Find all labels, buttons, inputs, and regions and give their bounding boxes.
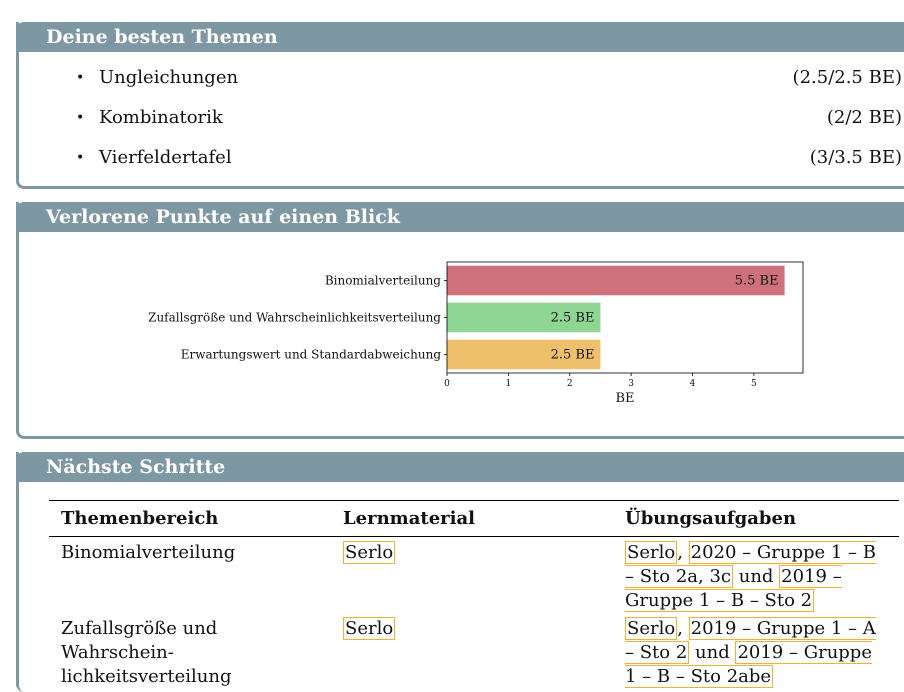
row-material-cell xyxy=(331,537,613,614)
lost-points-chart xyxy=(19,232,899,432)
x-tick-label: 5 xyxy=(751,379,757,389)
x-tick-label: 0 xyxy=(444,379,450,389)
exercise-link[interactable]: 2019 – Gruppe 1 – B – Sto 2abe xyxy=(625,642,872,687)
category-label: Zufallsgröße und Wahrscheinlichkeitsverteilung xyxy=(148,310,441,325)
category-label: Binomialverteilung xyxy=(324,273,441,288)
row-topic: Binomialverteilung xyxy=(61,542,236,563)
exercise-link[interactable]: 2020 – Gruppe 1 – B – Sto 2a, 3c xyxy=(625,542,877,587)
table-row xyxy=(49,613,899,689)
material-link[interactable]: Serlo xyxy=(345,618,394,639)
exercise-separator: , xyxy=(677,542,689,563)
topic-score: (2.5/2.5 BE) xyxy=(792,67,902,88)
x-axis-label: BE xyxy=(615,391,635,406)
x-tick-label: 4 xyxy=(689,379,696,389)
exercise-link[interactable]: 2019 – Gruppe 1 – B – Sto 2 xyxy=(625,566,842,611)
bar-value-label: 2.5 BE xyxy=(550,347,595,363)
bullet-icon: • xyxy=(76,150,85,166)
header-exercises: Übungsaufgaben xyxy=(613,501,899,537)
next-steps-table xyxy=(49,500,899,689)
best-topics-title: Deine besten Themen xyxy=(16,22,904,52)
lost-points-panel xyxy=(16,202,904,439)
row-topic: Zufallsgröße und Wahrschein-lichkeitsverteilung xyxy=(61,618,232,687)
best-topics-panel xyxy=(16,22,904,189)
topic-name: Kombinatorik xyxy=(99,107,223,128)
row-exercises-cell xyxy=(613,613,899,689)
x-tick-label: 1 xyxy=(505,379,512,389)
topic-score: (2/2 BE) xyxy=(826,107,902,128)
exercise-link[interactable]: Serlo xyxy=(627,618,676,639)
header-material: Lernmaterial xyxy=(331,501,613,537)
bullet-icon: • xyxy=(76,70,85,86)
next-steps-title: Nächste Schritte xyxy=(16,452,904,482)
exercise-separator: , xyxy=(677,618,689,639)
table-row xyxy=(49,537,899,614)
bullet-icon: • xyxy=(76,110,85,126)
lost-points-title: Verlorene Punkte auf einen Blick xyxy=(16,202,904,232)
exercise-separator: und xyxy=(733,566,780,587)
row-exercises-cell xyxy=(613,537,899,614)
topic-item xyxy=(77,145,902,171)
exercise-link[interactable]: Serlo xyxy=(627,542,676,563)
bar-value-label: 5.5 BE xyxy=(734,273,779,289)
material-link[interactable]: Serlo xyxy=(345,542,394,563)
x-tick-label: 2 xyxy=(566,379,573,389)
next-steps-panel xyxy=(16,452,904,692)
exercise-link[interactable]: 2019 – Gruppe 1 – A – Sto 2 xyxy=(625,618,876,663)
header-topic: Themenbereich xyxy=(49,501,331,537)
category-label: Erwartungswert und Standardabweichung xyxy=(180,347,441,362)
row-material-cell xyxy=(331,613,613,689)
topic-name: Vierfeldertafel xyxy=(99,147,232,168)
topic-score: (3/3.5 BE) xyxy=(809,147,902,168)
x-tick-label: 3 xyxy=(628,379,635,389)
topic-item xyxy=(77,105,902,131)
bar-value-label: 2.5 BE xyxy=(550,310,595,326)
topic-item xyxy=(77,65,902,91)
topic-name: Ungleichungen xyxy=(99,67,239,88)
table-header-row xyxy=(49,501,899,537)
exercise-separator: und xyxy=(689,642,736,663)
